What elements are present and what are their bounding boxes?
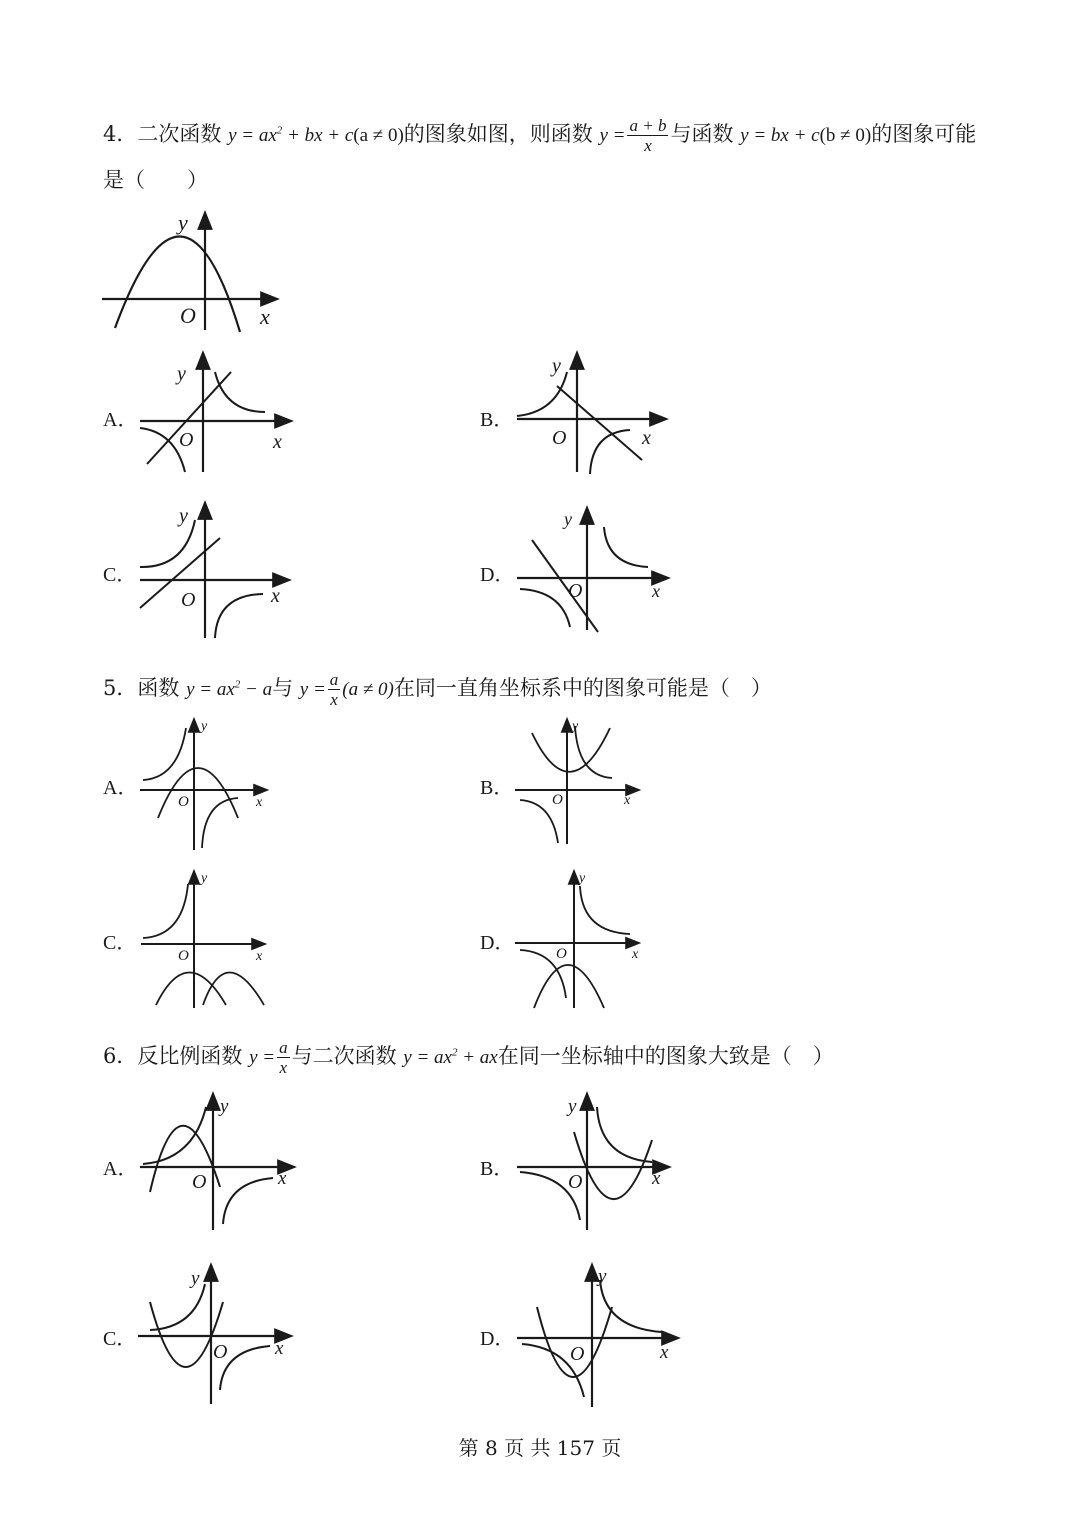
x-label: x xyxy=(260,304,270,329)
svg-text:y: y xyxy=(564,509,572,529)
svg-text:x: x xyxy=(256,795,263,810)
q5-option-b-graph[interactable] xyxy=(512,718,647,848)
y-label: y xyxy=(178,210,188,235)
svg-text:y: y xyxy=(177,363,186,385)
q5-number: 5． xyxy=(103,676,138,700)
q4-option-d-graph[interactable] xyxy=(512,505,672,635)
q4-option-a-graph[interactable] xyxy=(135,350,295,475)
svg-text:O: O xyxy=(568,580,583,602)
q4-option-c-graph[interactable] xyxy=(135,500,295,640)
q4-main-graph xyxy=(100,208,280,333)
svg-text:x: x xyxy=(652,1168,661,1189)
q4-line-2: 是（ ） xyxy=(103,168,208,192)
svg-text:O: O xyxy=(213,1341,228,1363)
q4-option-b-label[interactable]: B． xyxy=(480,409,514,431)
svg-text:O: O xyxy=(552,792,563,808)
q4-option-c-label[interactable]: C． xyxy=(103,564,137,586)
q4-formula-2: y = xyxy=(599,125,626,146)
svg-text:x: x xyxy=(624,793,631,808)
svg-text:O: O xyxy=(179,429,194,451)
q6-option-a-label[interactable]: A． xyxy=(103,1158,138,1180)
svg-text:y: y xyxy=(220,1096,229,1117)
svg-text:O: O xyxy=(552,427,567,449)
q5-option-b-label[interactable]: B． xyxy=(480,777,514,799)
q6-option-d-graph[interactable] xyxy=(512,1262,682,1410)
svg-text:O: O xyxy=(178,794,189,810)
q6-option-c-label[interactable]: C． xyxy=(103,1328,137,1350)
q5-fraction: $\frac{a}{x}$ xyxy=(329,670,339,709)
q6-option-a-graph[interactable] xyxy=(138,1092,298,1232)
svg-text:O: O xyxy=(178,948,189,964)
q4-text-2: 的图象如图，则函数 xyxy=(403,122,593,146)
q5-option-d-graph[interactable] xyxy=(512,870,647,1010)
q4-formula-3: y = bx + c(b ≠ 0) xyxy=(740,125,872,146)
q6-text-1: 反比例函数 xyxy=(137,1044,243,1068)
svg-text:O: O xyxy=(568,1171,583,1193)
q5-condition: (a ≠ 0) xyxy=(342,679,394,700)
svg-text:y: y xyxy=(201,719,208,734)
q6-option-c-graph[interactable] xyxy=(135,1262,295,1407)
q6-option-b-graph[interactable] xyxy=(512,1092,672,1232)
q5-line-1 xyxy=(103,670,772,709)
svg-text:x: x xyxy=(271,585,280,607)
q4-fraction: $\frac{a + b}{x}$ xyxy=(629,116,667,155)
svg-text:x: x xyxy=(632,947,639,962)
q4-text-1: 二次函数 xyxy=(137,122,222,146)
svg-text:y: y xyxy=(201,871,208,886)
svg-text:x: x xyxy=(256,949,263,964)
svg-text:y: y xyxy=(572,719,579,734)
svg-text:y: y xyxy=(579,871,586,886)
svg-text:x: x xyxy=(278,1168,287,1189)
q5-text-2: 与 xyxy=(272,676,294,700)
svg-text:y: y xyxy=(598,1266,607,1287)
q5-option-a-label[interactable]: A． xyxy=(103,777,138,799)
svg-text:x: x xyxy=(273,431,282,453)
q6-fraction: $\frac{a}{x}$ xyxy=(279,1038,288,1077)
q4-option-a-label[interactable]: A． xyxy=(103,409,138,431)
svg-text:O: O xyxy=(192,1171,207,1193)
q4-text-4: 的图象可能 xyxy=(871,122,977,146)
q6-option-d-label[interactable]: D． xyxy=(480,1328,515,1350)
q6-option-b-label[interactable]: B． xyxy=(480,1158,514,1180)
svg-text:O: O xyxy=(556,946,567,962)
q5-formula-2: y = xyxy=(299,679,326,700)
q4-line-1 xyxy=(103,116,976,155)
svg-text:x: x xyxy=(652,581,660,601)
svg-text:y: y xyxy=(179,505,188,527)
q6-number: 6． xyxy=(103,1044,138,1068)
svg-text:O: O xyxy=(181,589,196,611)
svg-text:y: y xyxy=(552,355,561,377)
q6-formula-1: y = xyxy=(249,1047,276,1068)
q6-text-3: 在同一坐标轴中的图象大致是（ ） xyxy=(497,1044,834,1068)
q5-option-a-graph[interactable] xyxy=(138,718,273,853)
q5-option-c-graph[interactable] xyxy=(138,870,273,1010)
svg-text:x: x xyxy=(660,1342,669,1363)
origin-label: O xyxy=(180,303,196,328)
q5-option-d-label[interactable]: D． xyxy=(480,932,515,954)
svg-text:x: x xyxy=(275,1338,284,1359)
svg-text:y: y xyxy=(568,1096,577,1117)
q4-option-b-graph[interactable] xyxy=(512,350,672,475)
q6-line-1 xyxy=(103,1038,834,1077)
q5-text-3: 在同一直角坐标系中的图象可能是（ ） xyxy=(393,676,772,700)
q4-text-3: 与函数 xyxy=(670,122,734,146)
q5-formula-1: $y = ax^2 - a$ xyxy=(186,678,273,700)
svg-text:x: x xyxy=(642,427,651,449)
q4-option-d-label[interactable]: D． xyxy=(480,564,515,586)
parabola-curve xyxy=(115,236,240,332)
q5-text-1: 函数 xyxy=(137,676,180,700)
q4-formula-1: $y = ax^2$ + bx + c(a ≠ 0) xyxy=(228,124,404,146)
svg-text:y: y xyxy=(191,1268,200,1289)
q4-number: 4． xyxy=(103,122,138,146)
q6-formula-2: $y = ax^2$ + ax xyxy=(403,1046,498,1068)
svg-text:O: O xyxy=(570,1343,585,1365)
q5-option-c-label[interactable]: C． xyxy=(103,932,137,954)
page-footer: 第 8 页 共 157 页 xyxy=(458,1436,622,1460)
q6-text-2: 与二次函数 xyxy=(291,1044,397,1068)
